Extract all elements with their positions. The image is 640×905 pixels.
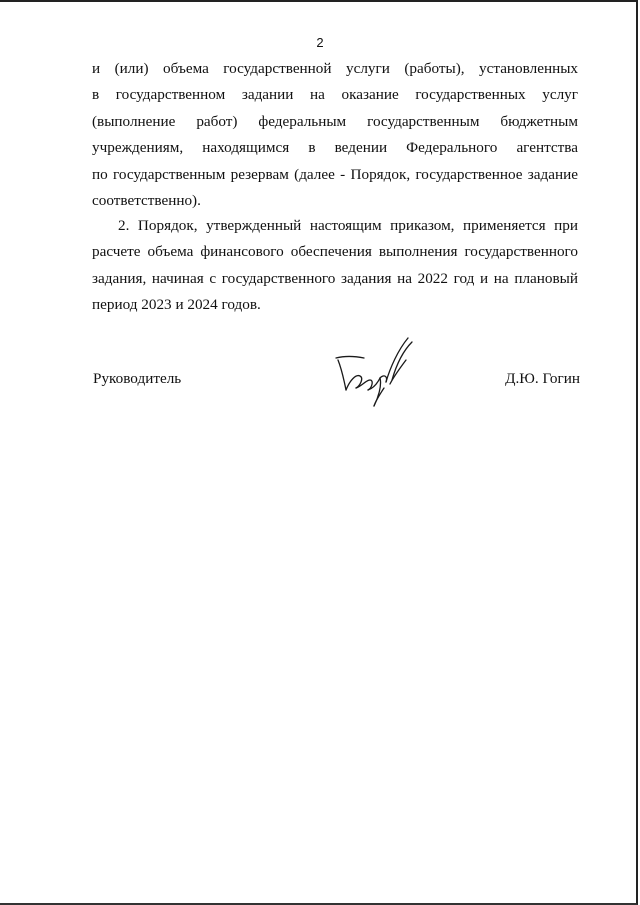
paragraph-2 bbox=[92, 213, 578, 319]
handwritten-signature bbox=[330, 336, 420, 408]
paragraph-2-line: 2. Порядок, утвержденный настоящим приказом, применяется при bbox=[118, 217, 578, 234]
signatory-position: Руководитель bbox=[93, 370, 182, 387]
paragraph-2-line: период 2023 и 2024 годов. bbox=[92, 296, 261, 314]
paragraph-1 bbox=[92, 56, 578, 214]
paragraph-2-line: задания, начиная с государственного задания на 2022 год и на плановый bbox=[92, 269, 578, 287]
paragraph-1-line: и (или) объема государственной услуги (работы), установленных bbox=[92, 60, 578, 77]
paragraph-1-line: учреждениям, находящимся в ведении Федерального агентства bbox=[92, 139, 578, 157]
signatory-name: Д.Ю. Гогин bbox=[505, 370, 580, 387]
paragraph-2-line: расчете объема финансового обеспечения выполнения государственного bbox=[92, 243, 578, 261]
paragraph-1-line: соответственно). bbox=[92, 191, 201, 209]
page-number: 2 bbox=[316, 35, 324, 50]
paragraph-1-line: (выполнение работ) федеральным государственным бюджетным bbox=[92, 112, 578, 130]
paragraph-1-line: по государственным резервам (далее - Порядок, государственное задание bbox=[92, 165, 578, 183]
paragraph-1-line: в государственном задании на оказание государственных услуг bbox=[92, 86, 578, 104]
signature-block bbox=[0, 370, 640, 400]
